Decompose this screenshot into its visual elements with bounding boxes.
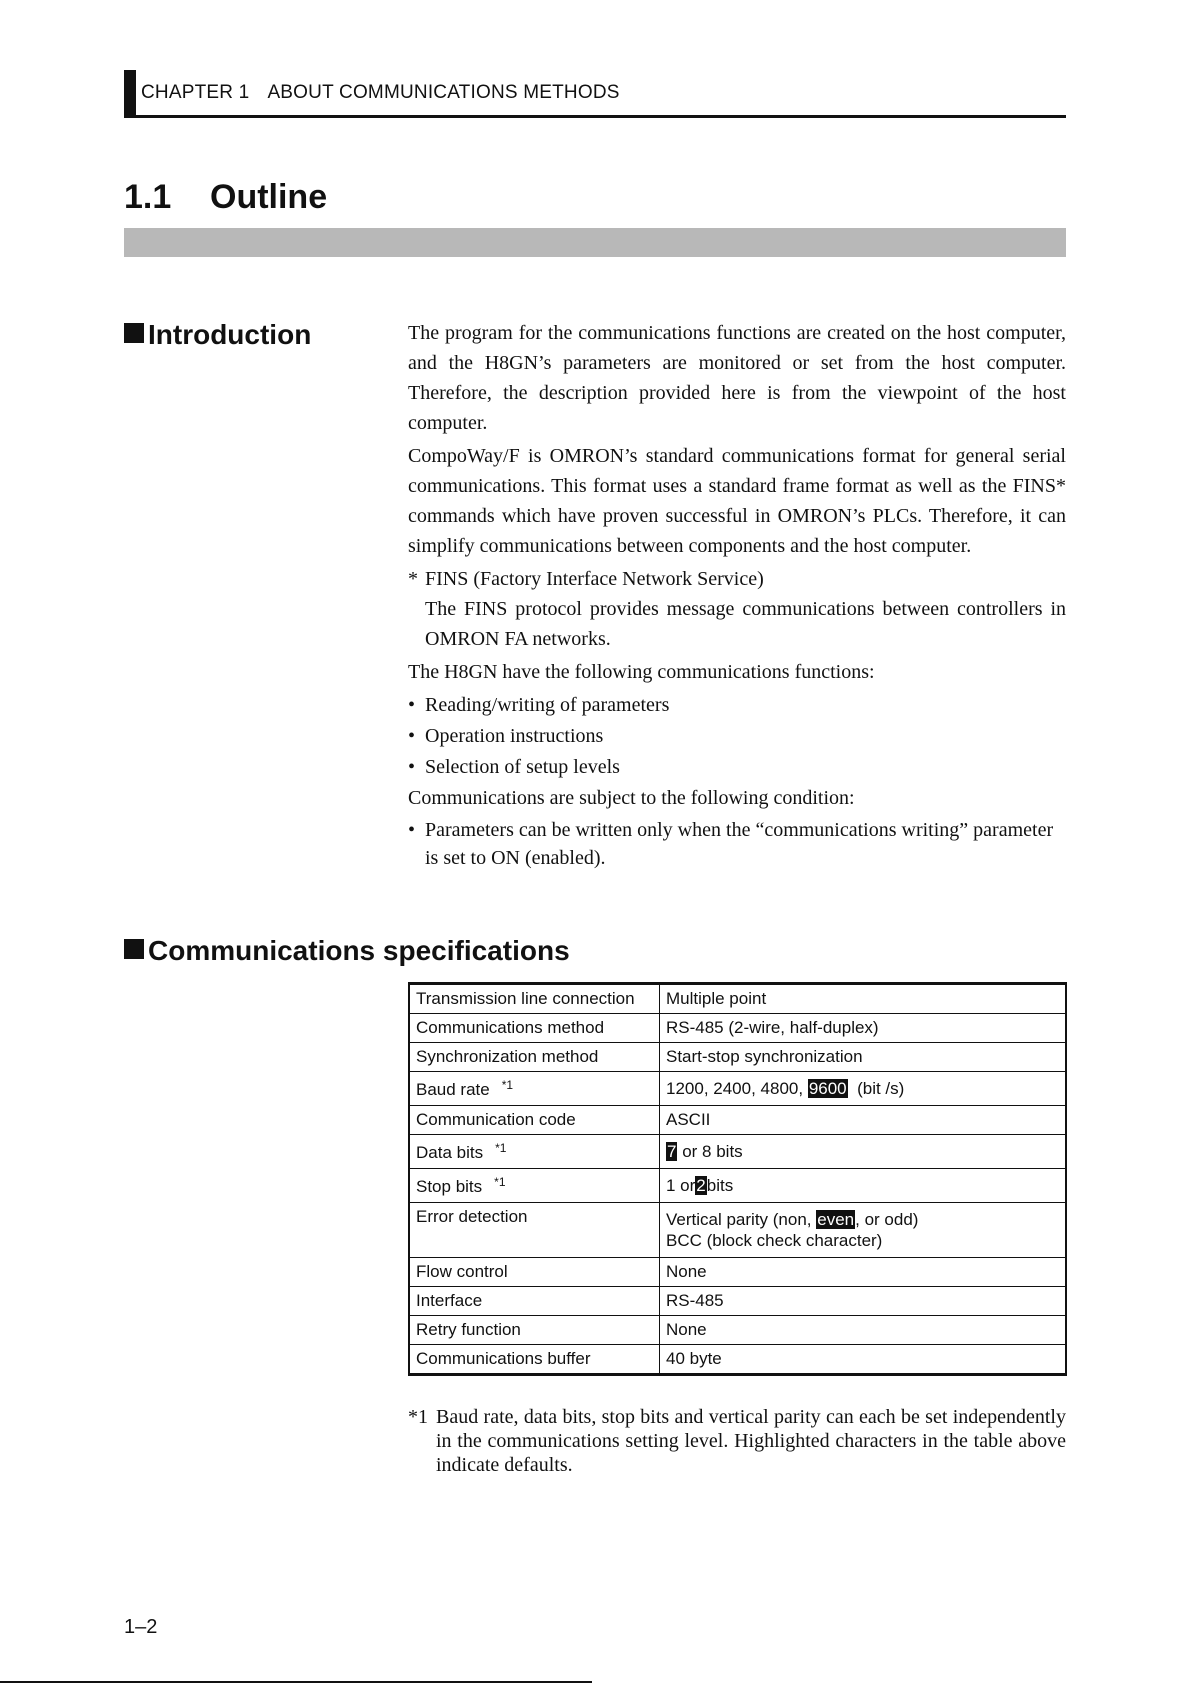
section-name: Outline	[210, 178, 328, 216]
bullet-dot: •	[408, 756, 416, 778]
header-bar	[124, 70, 136, 116]
spec-label: Communication code	[409, 1106, 660, 1135]
spec-value-post: (bit /s)	[857, 1079, 905, 1098]
introduction-body	[408, 318, 1066, 873]
table-row	[409, 1316, 1066, 1345]
intro-paragraph-2: CompoWay/F is OMRON’s standard communications format for general serial communications. This format uses a standard frame format as well as the FINS* commands which have proven successful in OMRON’s PLCs. Therefore, it can simplify communications between components and the host computer.	[408, 445, 1066, 557]
table-footnote-text: Baud rate, data bits, stop bits and vertical parity can each be set independently in the communications setting level. Highlighted characters in the table above indicate defaults.	[436, 1406, 1066, 1476]
spec-value: RS-485	[660, 1287, 1067, 1316]
default-highlight: even	[817, 1210, 855, 1229]
spec-value-line2: BCC (block check character)	[666, 1231, 883, 1250]
default-highlight: 2	[696, 1176, 706, 1195]
introduction-heading	[124, 319, 311, 351]
table-footnote	[408, 1405, 1066, 1477]
spec-value-pre: 1200, 2400, 4800,	[666, 1079, 804, 1098]
spec-value-cell	[660, 1203, 1067, 1258]
table-row	[409, 1043, 1066, 1072]
function-item	[408, 721, 1066, 751]
function-item	[408, 690, 1066, 720]
fins-footnote	[408, 564, 1066, 654]
spec-label: Data bits	[416, 1143, 484, 1162]
chapter-title: ABOUT COMMUNICATIONS METHODS	[267, 82, 620, 103]
intro-paragraph-3: The H8GN have the following communications functions:	[408, 661, 875, 683]
bottom-rule	[0, 1681, 592, 1683]
condition-item-text: Parameters can be written only when the “communications writing” parameter is set to ON (enabled).	[425, 819, 1054, 869]
intro-paragraph-1: The program for the communications functions are created on the host computer, and the H8GN’s parameters are monitored or set from the host computer. Therefore, the description provided here is from the viewpoint of the host computer.	[408, 322, 1066, 434]
condition-item	[408, 816, 1066, 872]
spec-label: Communications method	[409, 1014, 660, 1043]
spec-label: Synchronization method	[409, 1043, 660, 1072]
specifications-table	[408, 982, 1067, 1376]
table-row	[409, 1287, 1066, 1316]
spec-value-cell	[660, 1135, 1067, 1169]
spec-value-post: , or odd)	[855, 1210, 919, 1229]
bullet-dot: •	[408, 725, 416, 747]
spec-value-post: or 8 bits	[682, 1142, 743, 1161]
section-band	[124, 228, 1066, 257]
running-header	[124, 70, 1066, 118]
introduction-heading-text: Introduction	[148, 319, 312, 350]
specifications-heading-text: Communications specifications	[148, 935, 570, 966]
spec-value: Start-stop synchronization	[660, 1043, 1067, 1072]
intro-paragraph-4: Communications are subject to the following condition:	[408, 787, 855, 809]
spec-value-post: bits	[706, 1176, 734, 1195]
spec-label: Retry function	[409, 1316, 660, 1345]
note-ref: *1	[501, 1078, 514, 1092]
note-ref: *1	[495, 1141, 507, 1155]
table-row	[409, 1169, 1066, 1203]
function-item	[408, 752, 1066, 782]
table-row	[409, 1072, 1066, 1106]
spec-label: Interface	[409, 1287, 660, 1316]
spec-value: RS-485 (2-wire, half-duplex)	[660, 1014, 1067, 1043]
bullet-dot: •	[408, 819, 416, 841]
default-highlight: 9600	[808, 1079, 847, 1098]
footnote-star: *	[408, 568, 418, 590]
header-text	[141, 82, 620, 104]
page-number: 1–2	[124, 1616, 158, 1638]
fins-footnote-title: FINS (Factory Interface Network Service)	[425, 568, 764, 590]
chapter-label: CHAPTER 1	[141, 82, 250, 103]
spec-label: Transmission line connection	[409, 984, 660, 1014]
specifications-heading	[124, 935, 570, 967]
function-item-text: Selection of setup levels	[425, 756, 620, 778]
fins-footnote-text: The FINS protocol provides message communications between controllers in OMRON FA networks.	[425, 598, 1066, 650]
spec-label: Error detection	[409, 1203, 660, 1258]
header-rule	[124, 115, 1066, 118]
spec-value-pre: 1 or	[666, 1176, 696, 1195]
spec-label: Baud rate	[416, 1080, 490, 1099]
table-row	[409, 1014, 1066, 1043]
function-item-text: Reading/writing of parameters	[425, 694, 670, 716]
section-title	[124, 178, 327, 217]
spec-value: 40 byte	[660, 1345, 1067, 1375]
table-row	[409, 1106, 1066, 1135]
section-number: 1.1	[124, 178, 172, 216]
table-row	[409, 1203, 1066, 1258]
spec-label-cell	[409, 1135, 660, 1169]
spec-value: ASCII	[660, 1106, 1067, 1135]
table-footnote-mark: *1	[408, 1406, 428, 1428]
spec-label: Flow control	[409, 1258, 660, 1287]
spec-value-pre: Vertical parity (non,	[666, 1210, 812, 1229]
square-bullet-icon	[124, 939, 144, 959]
table-row	[409, 1258, 1066, 1287]
note-ref: *1	[494, 1175, 506, 1189]
spec-label: Stop bits	[416, 1177, 483, 1196]
spec-value-cell	[660, 1072, 1067, 1106]
spec-label: Communications buffer	[409, 1345, 660, 1375]
bullet-dot: •	[408, 694, 416, 716]
spec-label-cell	[409, 1072, 660, 1106]
table-row	[409, 984, 1066, 1014]
spec-value: Multiple point	[660, 984, 1067, 1014]
spec-value-cell	[660, 1169, 1067, 1203]
spec-value: None	[660, 1316, 1067, 1345]
square-bullet-icon	[124, 323, 144, 343]
default-highlight: 7	[667, 1142, 677, 1161]
table-row	[409, 1345, 1066, 1375]
spec-value: None	[660, 1258, 1067, 1287]
table-row	[409, 1135, 1066, 1169]
spec-label-cell	[409, 1169, 660, 1203]
function-item-text: Operation instructions	[425, 725, 604, 747]
